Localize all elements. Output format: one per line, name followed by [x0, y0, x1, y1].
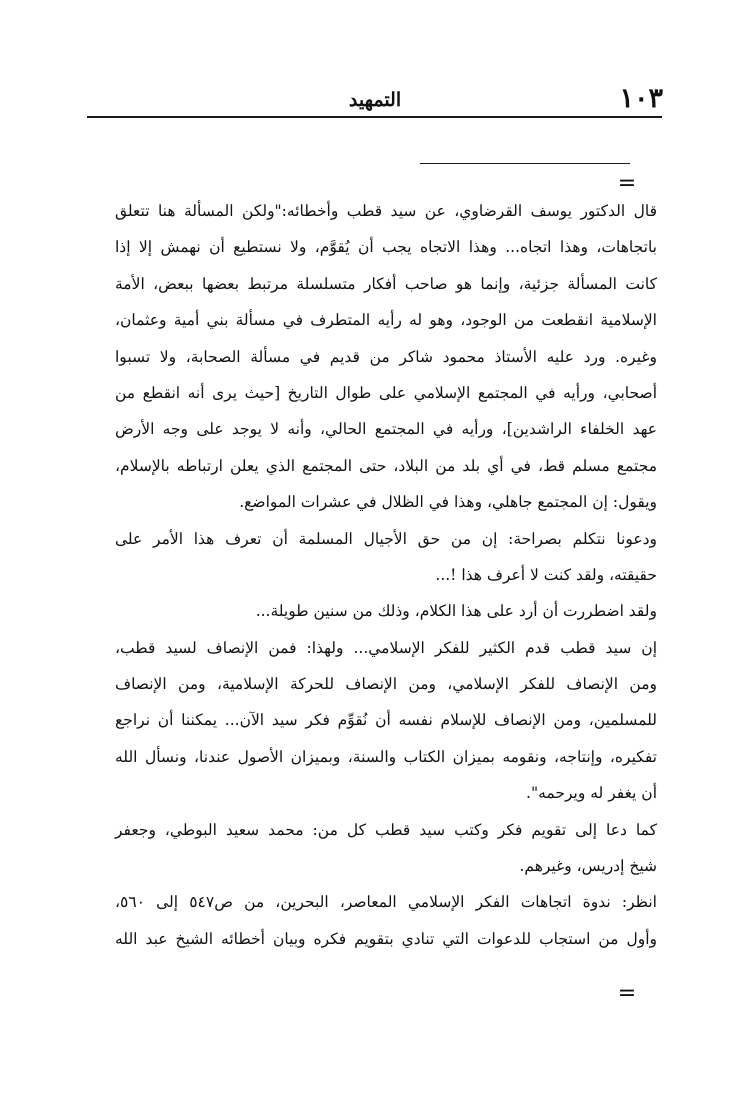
text-line: أصحابي، ورأيه في المجتمع الإسلامي على طوال التاريخ [حيث يرى أنه انقطع من — [115, 383, 657, 402]
text-line: شيخ إدريس، وغيرهم. — [519, 857, 657, 876]
text-line: أن يغفر له ويرحمه". — [526, 784, 657, 803]
page-number: ١٠٣ — [619, 83, 663, 114]
footnote-text-block — [115, 193, 657, 957]
text-line: حقيقته، ولقد كنت لا أعرف هذا !... — [435, 565, 657, 584]
footnote-continuation-mark-bottom: = — [617, 981, 637, 1006]
text-line: كما دعا إلى تقويم فكر وكتب سيد قطب كل من: محمد سعيد البوطي، وجعفر — [115, 820, 657, 839]
text-line: وأول من استجاب للدعوات التي تنادي بتقويم فكره وبيان أخطائه الشيخ عبد الله — [115, 929, 657, 948]
running-title: التمهيد — [348, 89, 402, 111]
text-line: انظر: ندوة اتجاهات الفكر الإسلامي المعاصر، البحرين، من ص٥٤٧ إلى ٥٦٠، — [115, 893, 657, 912]
text-line: ويقول: إن المجتمع جاهلي، وهذا في الظلال في عشرات المواضع. — [239, 493, 657, 512]
footnote-separator-rule — [420, 163, 630, 164]
text-line: قال الدكتور يوسف القرضاوي، عن سيد قطب وأخطائه:"ولكن المسألة هنا تتعلق — [115, 202, 657, 220]
text-line: مجتمع مسلم قط، في أي بلد من البلاد، حتى المجتمع الذي يعلن ارتباطه بالإسلام، — [115, 456, 657, 475]
text-line: باتجاهات، وهذا اتجاه... وهذا الاتجاه يجب أن يُقوَّم، ولا نستطيع أن نهمش إلا إذا — [115, 238, 657, 257]
text-line: كانت المسألة جزئية، وإنما هو صاحب أفكار متسلسلة مرتبط بعضها ببعض، الأمة — [115, 274, 657, 293]
text-line: إن سيد قطب قدم الكثير للفكر الإسلامي... ولهذا: فمن الإنصاف لسيد قطب، — [115, 638, 657, 657]
text-line: عهد الخلفاء الراشدين]، ورأيه في المجتمع الحالي، وأنه لا يوجد على وجه الأرض — [115, 420, 657, 439]
text-line: وغيره. ورد عليه الأستاذ محمود شاكر من قديم في مسألة الصحابة، ولا تسبوا — [115, 347, 657, 366]
text-line: الإسلامية انقطعت من الوجود، وهو له رأيه المتطرف في مسألة بني أمية وعثمان، — [115, 311, 657, 330]
text-line: ودعونا نتكلم بصراحة: إن من حق الأجيال المسلمة أن تعرف هذا الأمر على — [115, 529, 657, 548]
header-rule — [87, 116, 662, 118]
text-line: للمسلمين، ومن الإنصاف للإسلام نفسه أن نُقوِّم فكر سيد الآن... يمكننا أن نراجع — [115, 711, 657, 730]
text-line: تفكيره، وإنتاجه، ونقومه بميزان الكتاب والسنة، وبميزان الأصول عندنا، ونسأل الله — [115, 747, 657, 766]
text-line: ولقد اضطررت أن أرد على هذا الكلام، وذلك من سنين طويلة... — [255, 602, 657, 621]
text-line: ومن الإنصاف للفكر الإسلامي، ومن الإنصاف للحركة الإسلامية، ومن الإنصاف — [115, 675, 657, 694]
footnote-continuation-mark-top: = — [617, 171, 637, 196]
